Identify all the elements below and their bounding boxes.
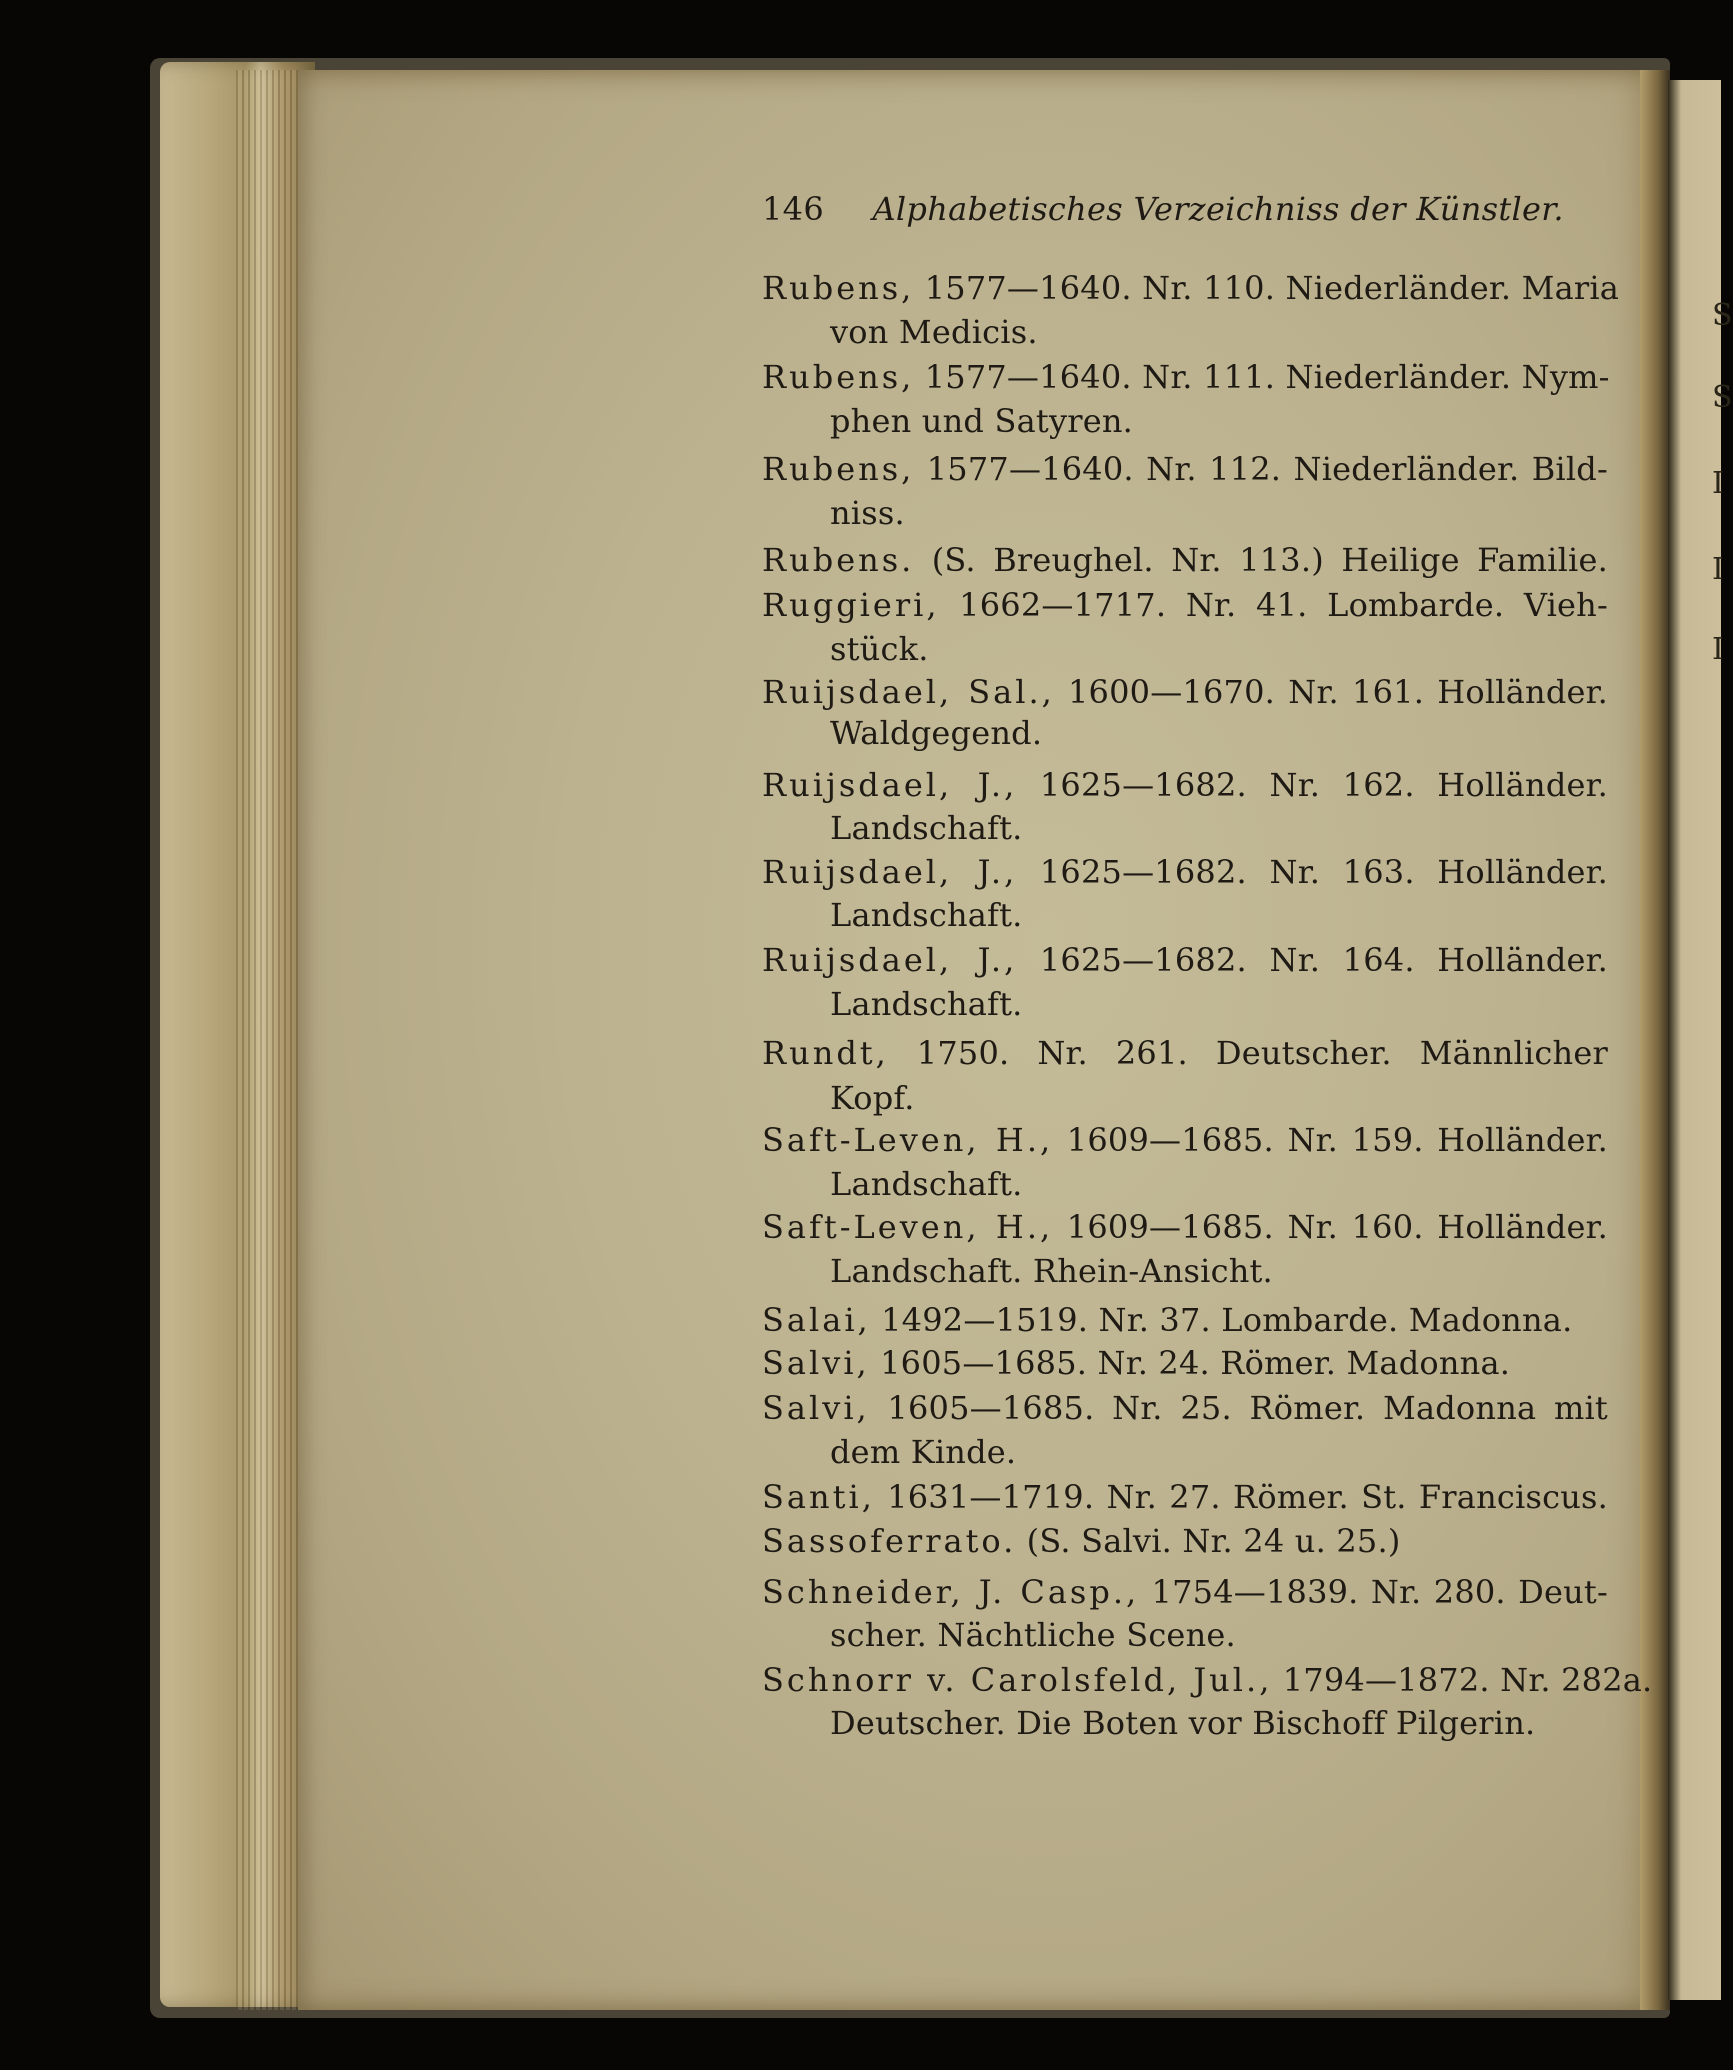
entry-line: [762, 1343, 1510, 1383]
entry-details: 1492—1519. Nr. 37. Lombarde. Madonna.: [870, 1301, 1573, 1339]
artist-name: Ruijsdael, J.,: [762, 853, 1018, 891]
artist-name: Santi,: [762, 1478, 875, 1516]
entry-details: 1750. Nr. 261. Deutscher. Männlicher: [888, 1034, 1608, 1072]
next-page-glyph: I: [1712, 552, 1724, 587]
artist-name: Ruijsdael, Sal.,: [762, 673, 1055, 711]
entry-continuation: Kopf.: [830, 1079, 915, 1117]
artist-name: Salai,: [762, 1301, 871, 1339]
artist-name: Rubens,: [762, 358, 915, 396]
entry-details: 1631—1719. Nr. 27. Römer. St. Franciscus.: [874, 1478, 1608, 1516]
artist-name: Schnorr v. Carolsfeld, Jul.,: [762, 1661, 1273, 1699]
entry-details: (S. Salvi. Nr. 24 u. 25.): [1016, 1522, 1401, 1560]
entry-details: 1625—1682. Nr. 162. Holländer.: [1017, 766, 1609, 804]
entry-line: [762, 268, 1620, 308]
entry-line: [762, 672, 1608, 712]
entry-line: [762, 1660, 1653, 1700]
artist-name: Saft-Leven, H.,: [762, 1208, 1054, 1246]
entry-details: 1600—1670. Nr. 161. Holländer.: [1054, 673, 1608, 711]
entry-line: [762, 540, 1608, 580]
entry-line: [762, 357, 1608, 397]
entry-details: 1577—1640. Nr. 111. Niederländer. Nym-: [914, 358, 1610, 396]
entry-details: 1577—1640. Nr. 110. Niederländer. Maria: [914, 269, 1620, 307]
next-page-glyph: I: [1712, 466, 1724, 501]
entry-continuation: stück.: [830, 630, 929, 668]
entry-details: 1609—1685. Nr. 159. Holländer.: [1053, 1121, 1608, 1159]
artist-name: Salvi,: [762, 1344, 870, 1382]
entry-continuation: Landschaft.: [830, 1165, 1023, 1203]
next-page-glyph: S: [1712, 380, 1733, 415]
artist-name: Rundt,: [762, 1034, 889, 1072]
page-header: [762, 190, 1564, 228]
next-page-glyph: S: [1712, 298, 1733, 333]
artist-name: Salvi,: [762, 1389, 870, 1427]
entry-details: 1625—1682. Nr. 163. Holländer.: [1017, 853, 1609, 891]
entry-continuation: scher. Nächtliche Scene.: [830, 1616, 1236, 1654]
artist-name: Rubens.: [762, 541, 915, 579]
artist-name: Ruggieri,: [762, 586, 940, 624]
entry-line: [762, 940, 1608, 980]
entry-line: [762, 1120, 1608, 1160]
artist-name: Sassoferrato.: [762, 1522, 1017, 1560]
entry-continuation: Waldgegend.: [830, 714, 1043, 752]
entry-details: (S. Breughel. Nr. 113.) Heilige Familie.: [914, 541, 1608, 579]
entry-continuation: Landschaft. Rhein-Ansicht.: [830, 1252, 1273, 1290]
artist-name: Rubens,: [762, 269, 915, 307]
entry-continuation: niss.: [830, 494, 905, 532]
artist-name: Ruijsdael, J.,: [762, 766, 1018, 804]
running-title: Alphabetisches Verzeichniss der Künstler.: [872, 190, 1564, 228]
entry-continuation: dem Kinde.: [830, 1433, 1017, 1471]
artist-name: Saft-Leven, H.,: [762, 1121, 1054, 1159]
entry-line: [762, 1207, 1608, 1247]
entry-line: [762, 852, 1608, 892]
entry-details: 1625—1682. Nr. 164. Holländer.: [1017, 941, 1609, 979]
entry-line: [762, 1521, 1401, 1561]
entry-line: [762, 1300, 1572, 1340]
next-page-glyph: I: [1712, 632, 1724, 667]
entry-line: [762, 1477, 1608, 1517]
entry-continuation: Landschaft.: [830, 985, 1023, 1023]
entry-details: 1754—1839. Nr. 280. Deut-: [1139, 1573, 1609, 1611]
entry-details: 1609—1685. Nr. 160. Holländer.: [1053, 1208, 1608, 1246]
artist-name: Ruijsdael, J.,: [762, 941, 1018, 979]
entry-details: 1662—1717. Nr. 41. Lombarde. Vieh-: [939, 586, 1608, 624]
entry-details: 1605—1685. Nr. 24. Römer. Madonna.: [869, 1344, 1511, 1382]
entry-details: 1577—1640. Nr. 112. Niederländer. Bild-: [914, 450, 1608, 488]
entry-line: [762, 1572, 1608, 1612]
artist-name: Rubens,: [762, 450, 915, 488]
entry-continuation: von Medicis.: [830, 313, 1038, 351]
entry-line: [762, 585, 1608, 625]
entry-continuation: Landschaft.: [830, 809, 1023, 847]
entry-line: [762, 765, 1608, 805]
entry-line: [762, 1033, 1608, 1073]
entry-line: [762, 449, 1608, 489]
entry-continuation: phen und Satyren.: [830, 402, 1134, 440]
entry-continuation: Landschaft.: [830, 896, 1023, 934]
entry-details: 1605—1685. Nr. 25. Römer. Madonna mit: [869, 1389, 1608, 1427]
entry-line: [762, 1388, 1608, 1428]
entry-continuation: Deutscher. Die Boten vor Bischoff Pilgerin.: [830, 1704, 1536, 1742]
entry-details: 1794—1872. Nr. 282a.: [1272, 1661, 1653, 1699]
page-number: 146: [762, 190, 824, 228]
artist-name: Schneider, J. Casp.,: [762, 1573, 1140, 1611]
